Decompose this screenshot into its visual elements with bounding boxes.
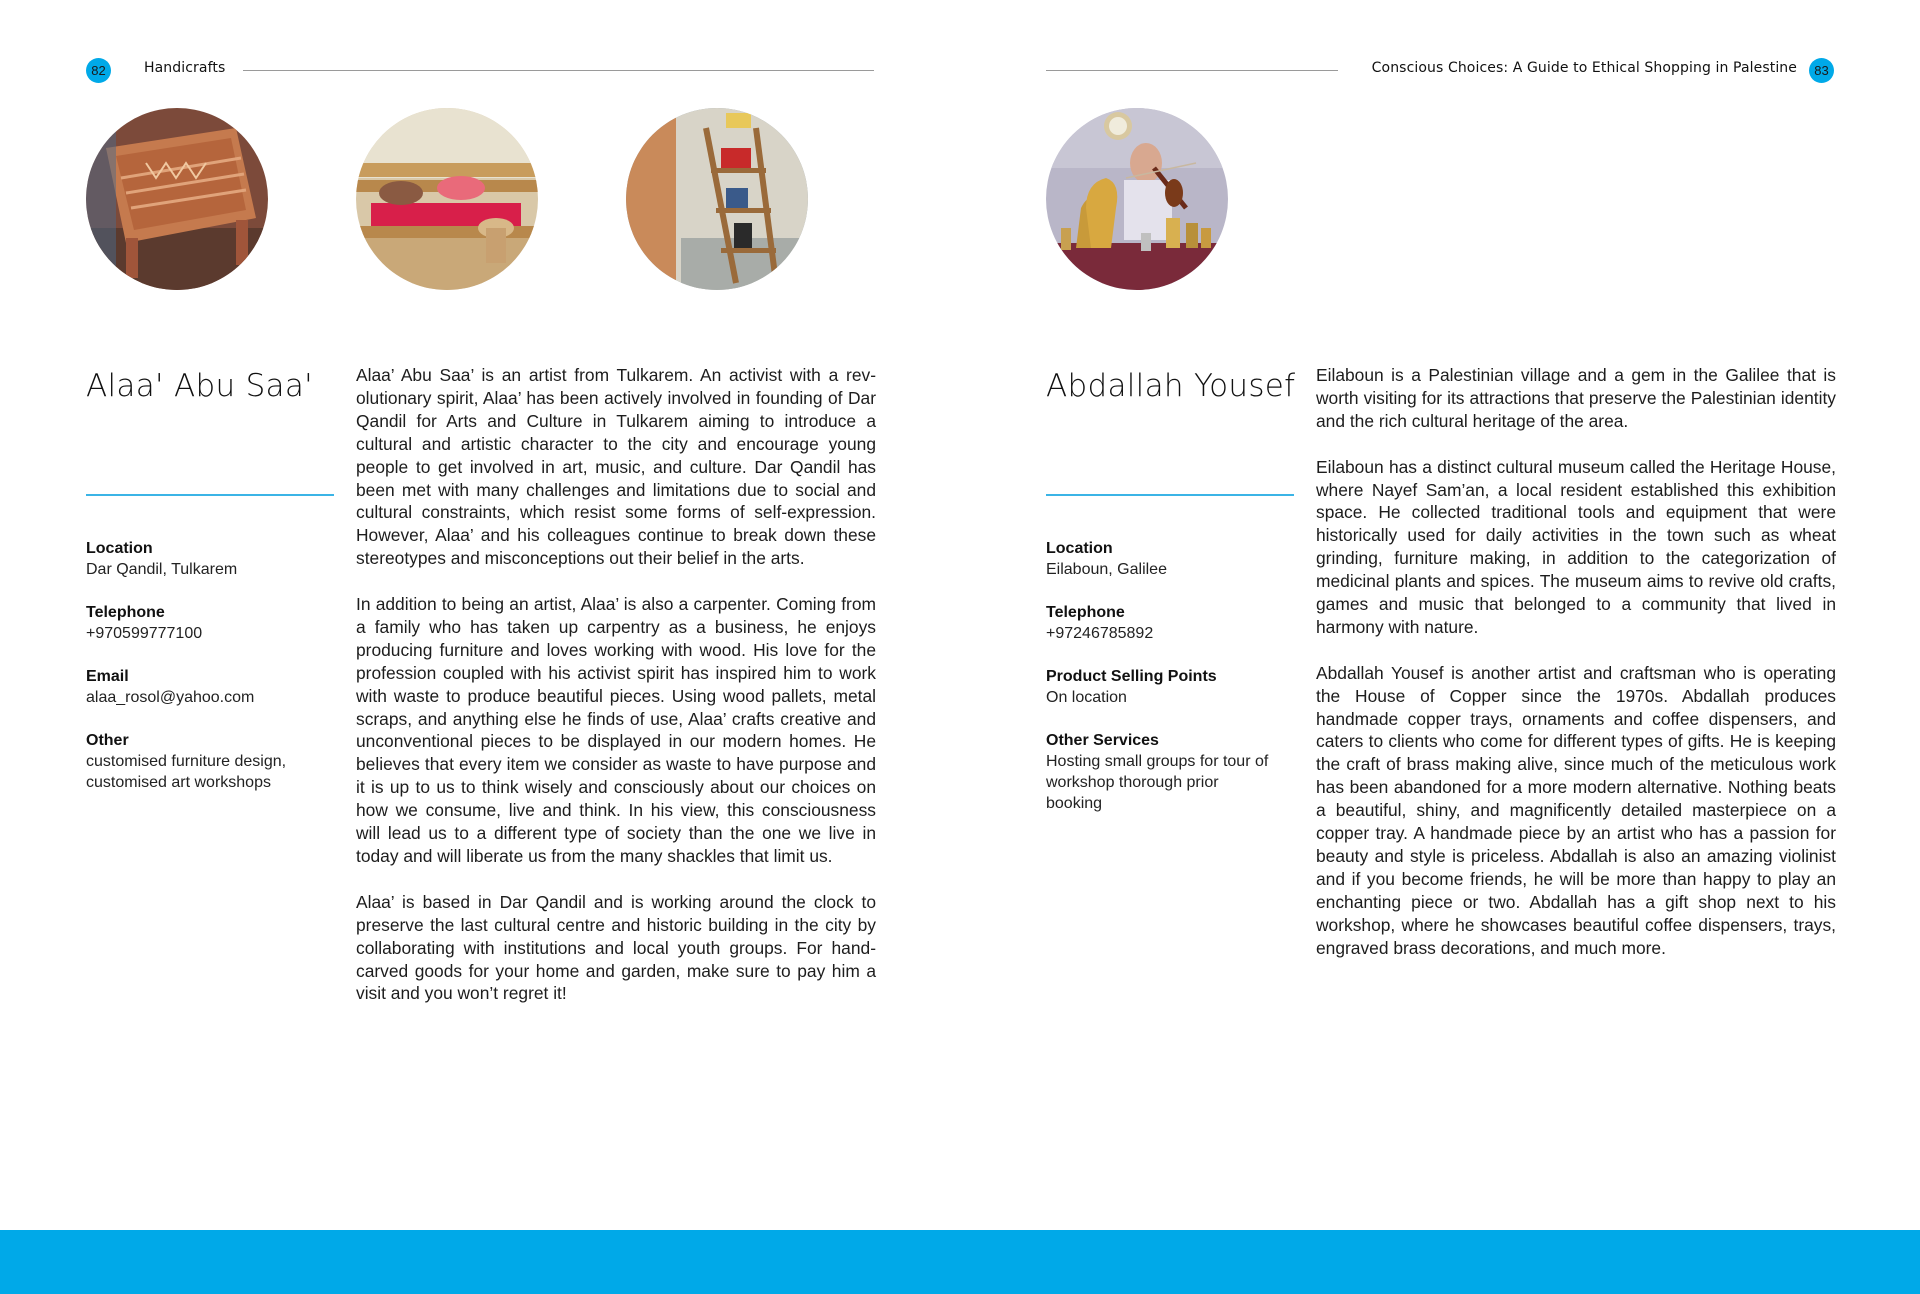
- paragraph: Alaa’ is based in Dar Qandil and is working around the clock to preserve the last cultural centre and historic building in the city by collaborating with institutions and local youth groups. For hand-carved goods for your home and garden, make sure to pay him a visit and you won’t regret it!: [356, 891, 876, 1004]
- header-rule: [243, 70, 874, 71]
- artist-name: Abdallah Yousef: [1046, 368, 1296, 404]
- other-services-value: Hosting small groups for tour of workshop thorough prior booking: [1046, 753, 1269, 812]
- telephone-group: [86, 602, 326, 644]
- paragraph: Eilaboun is a Palestinian village and a gem in the Galilee that is worth visiting for its attractions that preserve the Palestinian identity and the rich cultural heritage of the area.: [1316, 365, 1836, 431]
- paragraph: Alaa’ Abu Saa’ is an artist from Tulkarem. An activist with a revolutionary spirit, Alaa’ has been actively involved in founding of Dar Qandil for Arts and Culture in Tulkarem aiming to introduce a cultural and artistic character to the city and encourage young people to get involved in art, music, and culture. Dar Qandil has been met with many challenges and limitations due to social and cultural constraints, which resist some forms of self-expression. However, Alaa’ and his colleagues continue to break down these stereotypes and misconceptions out their belief in the arts.: [356, 365, 876, 569]
- location-value: Dar Qandil, Tulkarem: [86, 561, 238, 578]
- name-divider: [86, 494, 334, 496]
- email-value: alaa_rosol@yahoo.com: [86, 689, 255, 706]
- page-number: 83: [1809, 58, 1834, 83]
- other-services-label: Other Services: [1046, 732, 1159, 749]
- left-page: [0, 0, 960, 1230]
- selling-points-group: [1046, 666, 1286, 708]
- telephone-group: [1046, 602, 1286, 644]
- article-body: [1316, 364, 1836, 982]
- violinist-with-copperware-photo: [1046, 108, 1228, 290]
- right-page: [960, 0, 1920, 1230]
- other-value: customised furniture design, customised art workshops: [86, 753, 287, 791]
- telephone-value: +97246785892: [1046, 625, 1154, 642]
- wooden-shelf-photo: [626, 108, 808, 290]
- telephone-label: Telephone: [86, 604, 165, 621]
- contact-info: [1046, 538, 1286, 836]
- paragraph: In addition to being an artist, Alaa’ is also a carpenter. Coming from a family who has taken up carpentry as a business, he enjoys producing furniture and loves working with wood. His love for the profession coupled with his activist spirit has inspired him to work with waste to produce beautiful pieces. Using wood pallets, metal scraps, and anything else he finds of use, Alaa’ crafts creative and unconventional pieces to be displayed in our modern homes. He believes that every item we consider as waste to have purpose and it is up to us to think wisely and consciously about our choices on how we consume, live and think. In his view, this consciousness will lead us to a different type of society than the one we live in today and will liberate us from the many shackles that limit us.: [356, 594, 876, 867]
- location-label: Location: [86, 540, 153, 557]
- email-group: [86, 666, 326, 708]
- selling-points-value: On location: [1046, 689, 1127, 706]
- carved-wooden-table-photo: [86, 108, 268, 290]
- running-title: Handicrafts: [144, 60, 226, 76]
- article-body: [356, 364, 876, 1028]
- telephone-value: +970599777100: [86, 625, 203, 642]
- artist-name: Alaa' Abu Saa': [86, 368, 313, 404]
- name-divider: [1046, 494, 1294, 496]
- location-value: Eilaboun, Galilee: [1046, 561, 1167, 578]
- header-rule: [1046, 70, 1338, 71]
- selling-points-label: Product Selling Points: [1046, 668, 1217, 685]
- location-label: Location: [1046, 540, 1113, 557]
- other-label: Other: [86, 732, 129, 749]
- other-group: [86, 730, 326, 793]
- other-services-group: [1046, 730, 1286, 814]
- page-number: 82: [86, 58, 111, 83]
- footer-band: [0, 1230, 1920, 1294]
- paragraph: Abdallah Yousef is another artist and craftsman who is operating the House of Copper since the 1970s. Abdallah produces handmade copper trays, ornaments and coffee dispensers, and caters to clients who come for different types of gifts. He is keeping the craft of brass making alive, since much of the meticulous work has been abandoned for a more modern alternative. Nothing beats a beautiful, shiny, and magnificently detailed masterpiece on a copper tray. A handmade piece by an artist who has a passion for beauty and style is priceless. Abdallah is also an amazing violinist and if you become friends, he will be more than happy to play an enchanting piece or two. Abdallah has a gift shop next to his workshop, where he showcases beautiful coffee dispensers, trays, engraved brass decorations, and much more.: [1316, 662, 1836, 958]
- email-label: Email: [86, 668, 129, 685]
- running-title: Conscious Choices: A Guide to Ethical Shopping in Palestine: [1371, 60, 1797, 76]
- pallet-sofa-photo: [356, 108, 538, 290]
- paragraph: Eilaboun has a distinct cultural museum called the Heritage House, where Nayef Sam’an, a local resident established this exhibition space. He collected traditional tools and equipment that were historically used for daily activities in the town such as wheat grinding, furniture making, in addition to the categorization of medicinal plants and spices. The museum aims to revive old crafts, games and music that belonged to a community that lived in harmony with nature.: [1316, 456, 1836, 637]
- location-group: [86, 538, 326, 580]
- telephone-label: Telephone: [1046, 604, 1125, 621]
- location-group: [1046, 538, 1286, 580]
- contact-info: [86, 538, 326, 815]
